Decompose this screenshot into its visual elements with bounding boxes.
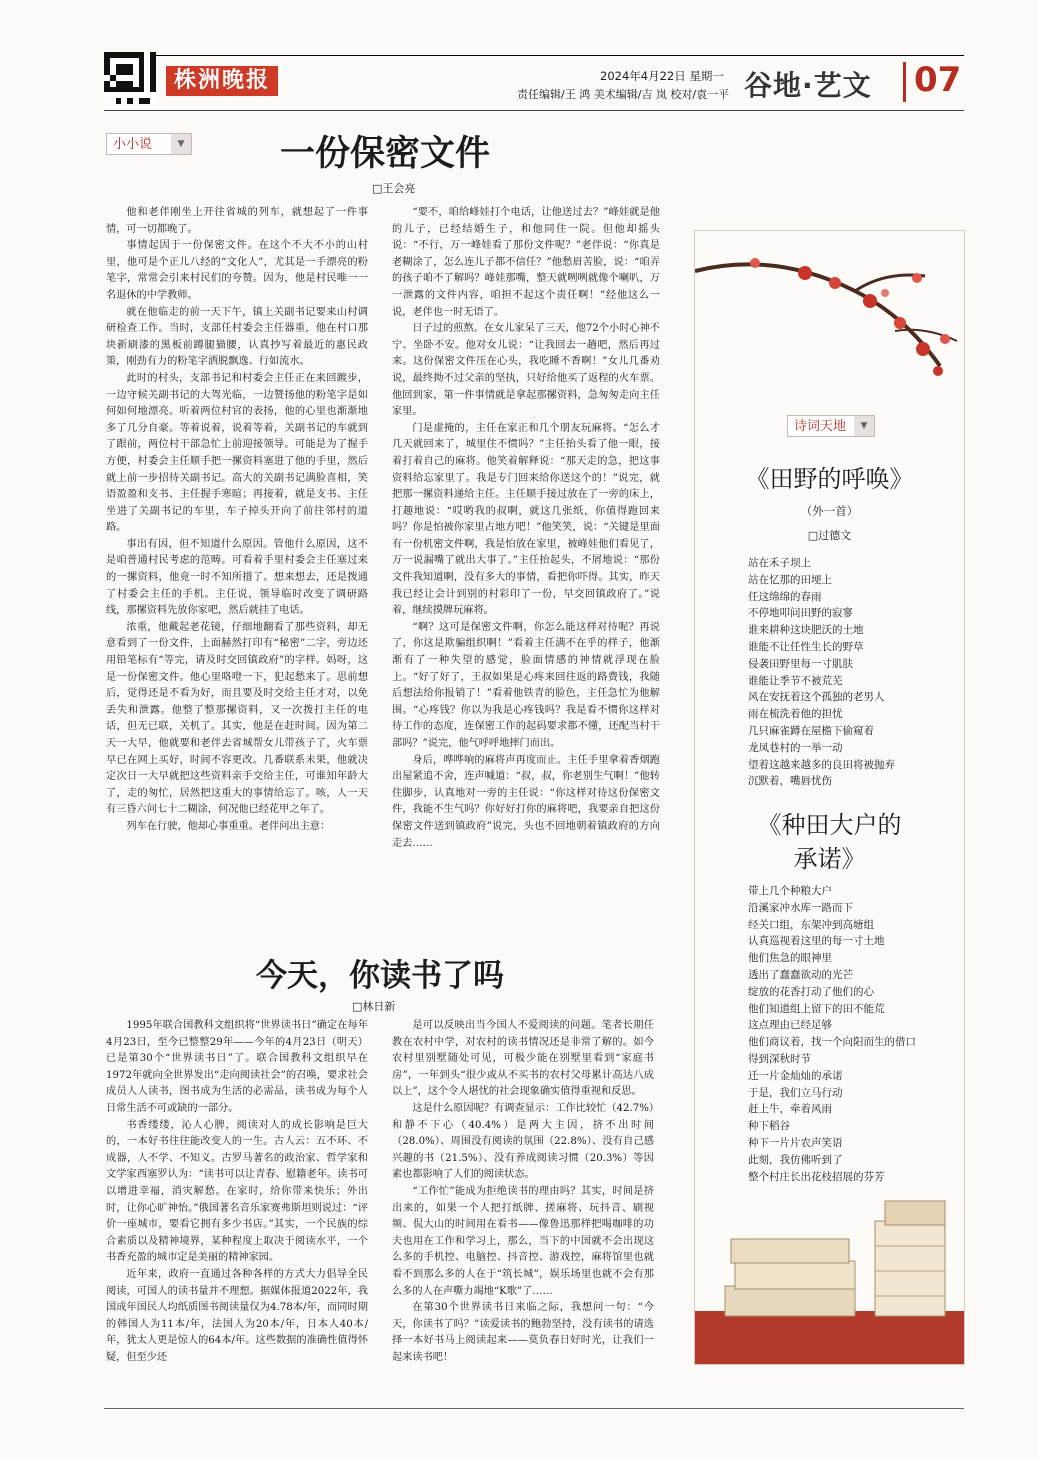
poem-line: 望着这越来越多的良田将被抛弃 [748,758,895,771]
paragraph: 浓重，他戴起老花镜，仔细地翻看了那些资料，却无意看到了一份文件，上面赫然打印有“秘密”二字，旁边还用铅笔标有“等完，请及时交回镇政府”的字样。妈呀，这是一份保密文件。他心里咯噔一下，犯起愁来了。思前想后，觉得还是不看为好，而且要及时交给主任才对，以免丢失和泄露。他整了整那摞资料，又一次拨打主任的电话，但无已联，关机了。其实，他是在赶时间。因为第二天一大早，他就要和老伴去省城帮女儿带孩子了，火车票早已在网上买好，时间不容更改。几番联系未果，他就决定次日一大早就把这些资料亲手交给主任，可谁知年龄大了，走的匆忙，居然把这重大的事情给忘了。咳，人一天有三昏六问七十二糊涂，何况他已经花甲之年了。 [106,621,368,816]
paragraph: 这是什么原因呢？有调查显示：工作比较忙（42.7%）和静不下心（40.4%）是两大主因，挤不出时间（28.0%）、周围没有阅读的氛围（22.8%）、没有自己感兴趣的书（21.5%）、没有养成阅读习惯（20.3%）等因素也都影响了人们的阅读状态。 [392,1102,654,1181]
section-title: 谷地·艺文 [744,69,872,102]
poem1-subtitle: （外一首） [800,504,859,518]
poem-line: 认真巡视着这里的每一寸土地 [748,935,885,948]
story2-byline: □林日新 [352,1000,396,1013]
column-tag-poetry-label: 诗词天地 [794,419,847,434]
poem-line: 于是，我们立马行动 [748,1086,843,1099]
paragraph: 是可以反映出当今国人不爱阅读的问题。笔者长期任教在农村中学，对农村的读书情况还是非常了解的。如今农村里别墅随处可见，可极少能在别墅里看到“家庭书房”，一年到头“很少或从不买书的农村父母累计高达八成以上”，这个令人堪忧的社会现象确实值得重视和反思。 [392,1020,654,1098]
top-rule [104,55,964,56]
poem2-title-line-1: 《种田大户的 [757,811,902,839]
story1-column-1 [106,205,368,877]
issue-date: 2024年4月22日 星期一 [600,69,724,83]
story2-column-2 [392,1018,654,1380]
paragraph: “工作忙”能成为拒绝读书的理由吗？其实，时间是挤出来的，如果一个人把打纸牌、搓麻将、玩抖音、刷视频、侃大山的时间用在看书——像鲁迅那样把喝咖啡的功夫也用在工作和学习上，那么，当下的中国就不会出现这么多的手机控、电脑控、抖音控、游戏控，麻将馆里也就看不到那么多的人在于“筑长城”，娱乐场里也就不会有那么多的人在声嘶力竭地“K歌”了…… [392,1185,654,1297]
paragraph: 就在他临走的前一天下午，镇上关副书记要来山村调研检查工作。当时，支部任村委会主任器重，他在村口那块新刷漆的黑板前蹲腿猫腰，认真抄写着最近的惠民政策，刚劲有力的粉笔字洒脱飘逸、行如流水。 [106,306,368,368]
poem1-title: 《田野的呼唤》 [745,465,914,493]
poem-line: 侵袭田野里每一寸肌肤 [748,657,853,670]
newspaper-logo: 株洲晚报 [166,66,278,96]
qr-code-icon[interactable] [104,52,156,104]
poem-line: 沉默着，嘴唇忧伤 [748,775,832,788]
poem-line: 带上几个种粮大户 [748,885,832,897]
paragraph: 事情起因于一份保密文件。在这个不大不小的山村里，他可是个正儿八经的“文化人”，尤其是一手漂亮的粉笔字，常常会引来村民们的夸赞。因为，他是村民唯一一名退休的中学教师。 [106,240,368,301]
poem-line: 雨在梳洗着他的担忧 [748,708,843,721]
paragraph: 事出有因，但不知道什么原因。管他什么原因，这不是咱普通村民考虑的范畴。可看着手里村委会主任塞过来的一摞资料，他竟一时不知所措了。想来想去，还是拨通了村委会主任的手机。主任说，领导临时改变了调研路线，那摞资料先放你家吧，然后就挂了电话。 [106,538,368,617]
chevron-down-icon: ▼ [171,134,191,154]
paragraph: 他和老伴刚坐上开往省城的列车，就想起了一件事情，可一切都晚了。 [106,207,368,235]
story2-title: 今天，你读书了吗 [256,958,504,994]
story2-column-1 [106,1018,368,1380]
plum-blossom-illustration [695,231,964,381]
poem-line: 他们知道组上留下的田不能荒 [748,1002,885,1015]
paragraph: 身后，哗哗响的麻将声再度而止。主任手里拿着香烟跑出屋紧追不舍，连声喊道：“叔，叔，你老别生气啊！”他转住脚步，认真地对一旁的主任说：“你这样对待这份保密文件，我能不生气吗？你好好打你的麻将吧，我要亲自把这份保密文件送到镇政府”说完，头也不回地朝着镇政府的方向走去…… [392,754,660,849]
poem1-byline: □过德文 [807,529,852,542]
poem-line: 绽放的花香打动了他们的心 [748,985,874,998]
poem-line: 他们商议着，找一个向阳而生的借口 [748,1036,916,1049]
poem-line: 任这绵绵的春雨 [748,590,822,603]
paragraph: 门是虚掩的，主任在家正和几个朋友玩麻将。“怎么才几天就回来了，城里住不惯吗？”主任抬头看了他一眼，接着打着自己的麻将。他笑着解释说：“那天走的急，把这事资料给忘家里了。我是专门回来给你送这个的！”说完，就把那一摞资料递给主任。主任顺手接过放在了一旁的床上，打趣地说：“哎哟我的叔啊，就这几张纸，你值得跑回来吗？你是怕被你家里占地方吧！”他笑笑，说：“关键是里面有一份机密文件啊，我是怕放在家里，被峰娃他们看见了，万一说漏嘴了就出大事了。”主任抬起头，不屑地说：“那份文件我知道啊，没有多大的事情，看把你吓得。其实，昨天我已经让会计到别的村彩印了一份，早交回镇政府了。”说着，继续摸牌玩麻将。 [392,422,660,617]
poem-line: 经关口组，东架冲到高塘组 [748,918,874,931]
chevron-down-icon: ▼ [854,416,874,436]
paragraph: 此时的村头，支部书记和村委会主任正在来回踱步，一边守候关副书记的大驾光临，一边赞扬他的粉笔字是如何如何地漂亮。听着两位村官的表扬，他的心里也渐渐地多了几分自豪。等着说着，说着等着，关副书记的车就到了跟前，两位村干部急忙上前迎接领导。可能是为了握手方便，村委会主任顺手把一摞资料塞进了他的手里，然后就上前一步招待关副书记。高大的关副书记满脸喜相，笑语盈盈和支书、主任握手寒暄；再接着，就是支书、主任坐进了关副书记的车里，车子掉头开向了前往邻村的道路。 [106,372,368,534]
story1-column-2 [392,205,660,877]
poem-line: 迁一片金灿灿的承诺 [748,1069,843,1082]
poem-line: 龙凤巷村的一举一动 [748,741,843,754]
paragraph: 列车在行驶，他却心事重重。老伴问出主意： [126,820,331,832]
paragraph: 日子过的煎熬。在女儿家呆了三天，他72个小时心神不宁、坐卧不安。他对女儿说：“让我回去一趟吧，然后再过来。这份保密文件压在心头，我吃睡不香啊！”女儿几番劝说，最终拗不过父亲的坚执，只好给他买了返程的火车票。他回到家，第一件事情就是拿起那摞资料，急匆匆走向主任家里。 [392,323,660,418]
poem-line: 得到深秋时节 [748,1052,811,1065]
poem-line: 这点理由已经足够 [748,1019,832,1032]
paragraph: 在第30个世界读书日来临之际，我想问一句：“今天，你读书了吗？”读爱读书的鲍勃坚持，没有读书的请选择一本好书马上阅读起来——莫负春日好时光，让我们一起来读书吧！ [392,1302,654,1363]
poem-line: 此刻，我仿佛听到了 [748,1153,843,1166]
poem-line: 种下稻谷 [748,1120,790,1133]
paragraph: 近年来，政府一直通过各种各样的方式大力倡导全民阅读，可国人的读书量并不理想。据媒体报道2022年，我国成年国民人均纸质图书阅读量仅为4.78本/年，而同时期的韩国人为11本/年，法国人为20本/年，日本人40本/年，犹太人更是惊人的64本/年。这些数据的准确性值得怀疑，但至少还 [106,1268,368,1363]
header-rule [104,110,964,111]
poem-line: 透出了蠢蠢欲动的光芒 [748,968,853,981]
poem-line: 谁来耕种这块肥沃的土地 [748,624,864,637]
paragraph: 1995年联合国教科文组织将“世界读书日”确定在每年4月23日，至今已整整29年——今年的4月23日（明天）已是第30个“世界读书日”了。联合国教科文组织早在1972年就向全世界发出“走向阅读社会”的召唤，要求社会成员人人读书，图书成为生活的必需品，读书成为每个人日常生活不可或缺的一部分。 [106,1020,368,1114]
poem2-title-line-2: 承诺》 [793,845,866,873]
story1-byline: □王会亮 [372,182,416,195]
poem-line: 整个村庄长出花枝招展的芬芳 [748,1170,885,1183]
poem-line: 风在安抚着这个孤独的老男人 [748,691,885,704]
page-number: 07 [914,60,962,100]
book-stack-illustration [695,1191,964,1364]
paragraph: “要不，咱给峰娃打个电话，让他送过去？”峰娃就是他的儿子，已经结婚生子，和他同住一院。但他却摇头说：“不行，万一峰娃看了那份文件呢？”老伴说：“你真是老糊涂了，怎么连儿子都不信任？”他愁眉苦脸，说：“咱弄的孩子咱不了解吗？峰娃那嘴，整天就咧咧就像个喇叭，万一泄露的文件内容，咱担不起这个责任啊！”经他这么一说，老伴也一时无语了。 [392,207,660,318]
column-tag-fiction [106,133,192,155]
poem2-body [748,883,958,1185]
column-tag-poetry [787,415,875,437]
poem-line: 不停地叩问田野的寂寥 [748,607,853,620]
poem1-body [748,555,958,790]
poetry-sidebar [694,230,965,1365]
poem-line: 站在忆那的田埂上 [748,573,832,586]
paragraph: 书香缕缕，沁人心脾，阅读对人的成长影响是巨大的，一本好书往往能改变人的一生。古人云：五不环、不成器，人不学、不知义。古罗马著名的政治家、哲学家和文学家西塞罗认为：“读书可以让青春、慰籍老年。读书可以增进幸福，消灾解愁。在家时，给你带来快乐；外出时，让你心旷神怡。”俄国著名音乐家赛弗斯坦则说过：“评价一座城市，要看它拥有多少书店。”其实，一个民族的综合素质以及精神境界，某种程度上取决于阅读水平，一个书香充盈的城市定是美丽的精神家园。 [106,1119,368,1264]
poem-line: 沿溪家冲水库一路而下 [748,901,853,914]
editors-credit: 责任编辑/王 鸿 美术编辑/吉 岚 校对/袁一平 [517,88,730,101]
column-tag-label: 小小说 [113,137,153,152]
poem-line: 赶上牛，牵着风雨 [748,1103,832,1116]
paragraph: “啊？这可是保密文件啊，你怎么能这样对待呢？再说了，你这是欺骗组织啊！”看着主任满不在乎的样子，他渐渐有了一种失望的感觉，脸面情感的神情就浮现在脸上。“好了好了，王叔如果是心疼来回往返的路费钱，我随后想法给你报销了！”看着他铁青的脸色，主任急忙为他解围。“心疼钱？你以为我是心疼钱吗？我是看不惯你这样对待工作的态度，连保密工作的起码要求都不懂，还配当村干部吗？”说完，他气呼呼地摔门而出。 [392,621,660,749]
poem-line: 他们焦急的眼神里 [748,952,832,965]
poem-line: 谁能让季节不被荒芜 [748,674,843,687]
story1-title: 一份保密文件 [279,133,490,174]
bottom-rule [104,1408,964,1409]
section-divider [903,62,906,102]
poem-line: 站在禾子坝上 [748,557,811,569]
poem-line: 谁能不让任性生长的野草 [748,640,864,653]
poem-line: 种下一片片农声笑语 [748,1136,843,1149]
poem-line: 几只麻雀蹲在屋檐下偷窥着 [748,724,874,737]
